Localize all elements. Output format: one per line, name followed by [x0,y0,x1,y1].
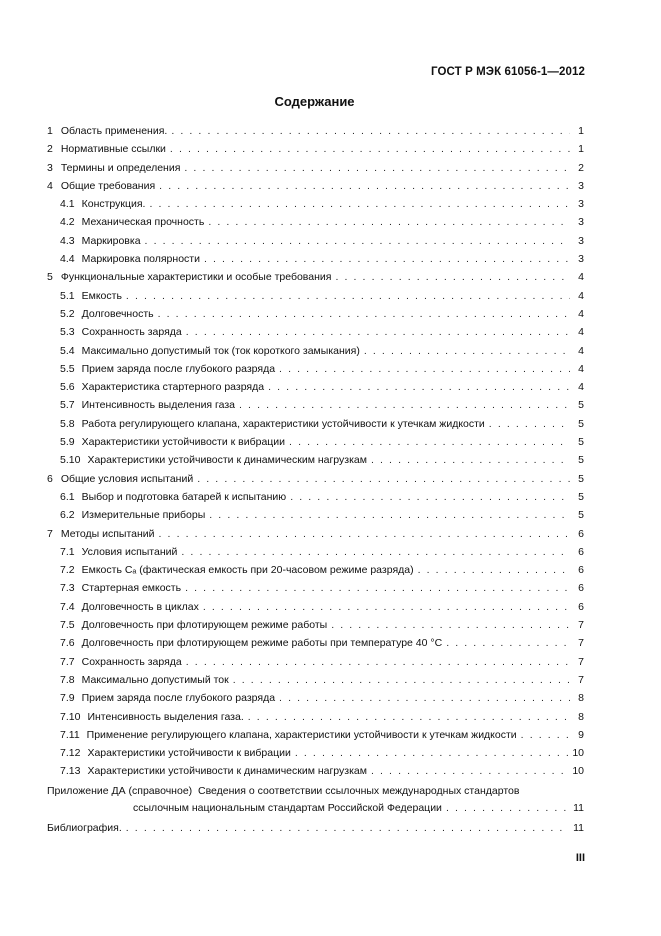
toc-entry[interactable] [47,433,584,451]
page-number: III [575,852,585,864]
dot-leader [126,287,570,305]
toc-entry-number: 7.5 [60,619,75,632]
toc-entry[interactable] [47,488,584,506]
dot-leader [290,488,570,506]
dot-leader [371,451,570,469]
toc-entry-title: Сохранность заряда [81,655,182,668]
dot-leader [446,634,570,652]
toc-entry-title: Интенсивность выделения газа [81,399,236,412]
toc-entry-title: Методы испытаний [60,527,155,540]
toc-entry-page: 6 [578,545,584,558]
toc-entry-number: 7.3 [60,582,75,595]
bibliography-page: 11 [573,822,584,835]
toc-entry-page: 6 [578,582,584,595]
toc-entry-number: 5.4 [60,344,75,357]
dot-leader [203,598,570,616]
toc-entry[interactable] [47,634,584,652]
toc-entry-title: Характеристики устойчивости к вибрации [81,436,286,449]
toc-entry-title: Измерительные приборы [81,509,206,522]
toc-entry[interactable] [47,305,584,323]
toc-entry[interactable] [47,616,584,634]
toc-entry-number: 1 [47,125,53,137]
toc-entry-number: 5.2 [60,307,75,320]
toc-entry-page: 3 [578,234,584,247]
toc-entry[interactable] [47,451,584,469]
dot-leader [279,360,570,378]
dot-leader [171,122,570,140]
toc-entry-page: 3 [578,253,584,266]
toc-entry-page: 2 [578,161,584,174]
dot-leader [248,708,570,726]
toc-entry-number: 5.1 [60,289,75,302]
dot-leader [446,800,569,818]
toc-entry-title: Прием заряда после глубокого разряда [81,692,276,705]
toc-entry-number: 7.1 [60,545,75,558]
toc-entry-number: 5.6 [60,381,75,394]
dot-leader [145,232,570,250]
toc-entry-page: 4 [578,344,584,357]
toc-entry-page: 4 [578,289,584,302]
toc-entry-page: 9 [578,728,584,741]
toc-entry[interactable] [47,525,584,543]
toc-entry-title: Долговечность [81,307,154,320]
toc-entry-title: Максимально допустимый ток (ток короткого замыкания) [81,344,360,357]
dot-leader [335,268,570,286]
document-code: ГОСТ Р МЭК 61056-1—2012 [431,66,585,78]
toc-entry-number: 6 [47,472,53,485]
toc-entry[interactable] [47,598,584,616]
toc-entry-page: 7 [578,655,584,668]
toc-entry[interactable] [47,671,584,689]
toc-entry-title: Долговечность при флотирующем режиме работы [81,619,328,632]
toc-entry-page: 4 [578,271,584,284]
toc-entry-title: Применение регулирующего клапана, характеристики устойчивости к утечкам жидкости [86,728,517,741]
toc-entry[interactable] [47,708,584,726]
toc-entry-number: 5 [47,271,53,284]
toc-entry-title: Емкость Cₐ (фактическая емкость при 20-часовом режиме разряда) [81,564,414,577]
dot-leader [159,525,571,543]
toc-entry-number: 4 [47,179,53,192]
toc-entry-page: 1 [578,143,584,156]
toc-entry[interactable] [47,323,584,341]
appendix-title-line2: ссылочным национальным стандартам Российской Федерации [133,801,442,814]
dot-leader [208,213,570,231]
toc-entry-number: 7.4 [60,600,75,613]
toc-entry-number: 6.1 [60,490,75,503]
toc-entry-title: Область применения. [60,125,168,137]
toc-entry-title: Характеристики устойчивости к динамическим нагрузкам [87,454,367,467]
toc-entry-title: Механическая прочность [81,216,205,229]
appendix-label: Приложение ДА (справочное) [47,784,193,797]
dot-leader [181,543,570,561]
toc-entry-title: Условия испытаний [81,545,178,558]
toc-entry[interactable] [47,122,584,140]
toc-entry[interactable] [47,250,584,268]
toc-entry-number: 2 [47,143,53,156]
toc-entry-page: 5 [578,436,584,449]
toc-entry[interactable] [47,689,584,707]
toc-entry-title: Стартерная емкость [81,582,182,595]
toc-entry[interactable] [47,360,584,378]
toc-entry-page: 1 [578,125,584,137]
toc-entry-page: 5 [578,454,584,467]
toc-entry-number: 7.10 [60,710,81,723]
toc-entry-number: 7.7 [60,655,75,668]
toc-bibliography-entry[interactable] [47,819,584,837]
toc-entry-page: 3 [578,216,584,229]
toc-entry-page: 6 [578,600,584,613]
toc-entry-title: Характеристики устойчивости к динамическим нагрузкам [87,765,367,778]
toc-entry-page: 3 [578,179,584,192]
toc-entry-number: 7 [47,527,53,540]
toc-entry-page: 6 [578,527,584,540]
toc-entry-title: Работа регулирующего клапана, характеристики устойчивости к утечкам жидкости [81,417,485,430]
dot-leader [126,819,569,837]
dot-leader [149,195,570,213]
dot-leader [239,396,570,414]
toc-entry-title: Сохранность заряда [81,326,182,339]
toc-entry-number: 5.9 [60,436,75,449]
toc-entry[interactable] [47,506,584,524]
toc-entry-number: 7.8 [60,673,75,686]
toc-entry-title: Нормативные ссылки [60,143,166,156]
dot-leader [184,159,570,177]
toc-entry-page: 5 [578,399,584,412]
dot-leader [279,689,570,707]
dot-leader [209,506,570,524]
toc-entry-page: 4 [578,326,584,339]
dot-leader [289,433,570,451]
dot-leader [158,305,570,323]
toc-entry-title: Интенсивность выделения газа. [87,710,244,723]
toc-entry[interactable] [47,213,584,231]
toc-entry-title: Максимально допустимый ток [81,673,229,686]
toc-entry[interactable] [47,543,584,561]
dot-leader [331,616,570,634]
toc-entry[interactable] [47,561,584,579]
toc-entry-page: 8 [578,692,584,705]
toc-entry-page: 8 [578,710,584,723]
dot-leader [186,653,570,671]
dot-leader [197,470,570,488]
toc-entry-number: 5.3 [60,326,75,339]
toc-entry-page: 10 [572,747,584,760]
appendix-title-line1: Сведения о соответствии ссылочных международных стандартов [198,784,520,797]
toc-entry-title: Общие условия испытаний [60,472,194,485]
toc-entry[interactable] [47,177,584,195]
toc-entry-page: 4 [578,307,584,320]
dot-leader [204,250,570,268]
toc-entry-title: Функциональные характеристики и особые требования [60,271,332,284]
toc-entry[interactable] [47,140,584,158]
dot-leader [185,579,570,597]
dot-leader [186,323,570,341]
toc-entry[interactable] [47,195,584,213]
dot-leader [170,140,570,158]
dot-leader [371,762,568,780]
toc-entry-page: 5 [578,509,584,522]
toc-entry-title: Маркировка [81,234,141,247]
toc-entry[interactable] [47,378,584,396]
dot-leader [159,177,570,195]
toc-entry-page: 3 [578,198,584,211]
dot-leader [418,561,570,579]
toc-entry-title: Конструкция. [81,198,146,211]
toc-entry-title: Долговечность в циклах [81,600,199,613]
toc-entry[interactable] [47,415,584,433]
toc-entry[interactable] [47,744,584,762]
toc-entry[interactable] [47,287,584,305]
toc-entry-number: 7.13 [60,765,81,778]
toc-entry[interactable] [47,653,584,671]
toc-entry-title: Характеристики устойчивости к вибрации [87,747,291,760]
toc-entry-page: 7 [578,673,584,686]
toc-entry-number: 5.10 [60,454,81,467]
toc-entry-number: 5.5 [60,362,75,375]
toc-entry[interactable] [47,762,584,780]
toc-entry-number: 7.9 [60,692,75,705]
toc-entry-number: 5.7 [60,399,75,412]
dot-leader [233,671,570,689]
bibliography-text: Библиография. [47,822,122,835]
toc-entry-number: 7.6 [60,637,75,650]
toc-entry-title: Характеристика стартерного разряда [81,381,265,394]
toc-entry[interactable] [47,342,584,360]
toc-entry-page: 10 [572,765,584,778]
toc-entry[interactable] [47,726,584,744]
dot-leader [364,342,570,360]
toc-entry[interactable] [47,268,584,286]
toc-entry-title: Термины и определения [60,161,181,174]
toc-entry-number: 6.2 [60,509,75,522]
toc-entry-title: Общие требования [60,179,156,192]
dot-leader [521,726,570,744]
toc-entry-page: 5 [578,417,584,430]
toc-entry-number: 5.8 [60,417,75,430]
dot-leader [489,415,570,433]
dot-leader [268,378,570,396]
toc-title: Содержание [274,94,355,109]
toc-entry-number: 4.2 [60,216,75,229]
toc-entry-number: 4.1 [60,198,75,211]
toc-entry-number: 4.3 [60,234,75,247]
toc-entry-title: Маркировка полярности [81,253,200,266]
toc-entry-page: 7 [578,619,584,632]
toc-entry[interactable] [47,232,584,250]
toc-entry-page: 4 [578,362,584,375]
toc-entry-page: 5 [578,490,584,503]
toc-appendix-entry[interactable] [47,781,584,820]
toc-entry-number: 3 [47,161,53,174]
toc-entry[interactable] [47,470,584,488]
toc-entry[interactable] [47,159,584,177]
toc-entry-number: 7.11 [60,728,80,741]
toc-entry[interactable] [47,579,584,597]
toc-entry[interactable] [47,396,584,414]
toc-entry-page: 6 [578,564,584,577]
toc-entry-title: Емкость [81,289,122,302]
toc-entry-title: Выбор и подготовка батарей к испытанию [81,490,287,503]
appendix-page: 11 [573,801,584,814]
toc-entry-number: 7.12 [60,747,81,760]
toc-entry-page: 7 [578,637,584,650]
toc-entry-page: 4 [578,381,584,394]
table-of-contents [47,122,584,838]
toc-entry-number: 7.2 [60,564,75,577]
toc-entry-number: 4.4 [60,253,75,266]
toc-entry-title: Прием заряда после глубокого разряда [81,362,276,375]
toc-entry-title: Долговечность при флотирующем режиме работы при температуре 40 °С [81,637,443,650]
toc-entry-page: 5 [578,472,584,485]
dot-leader [295,744,568,762]
